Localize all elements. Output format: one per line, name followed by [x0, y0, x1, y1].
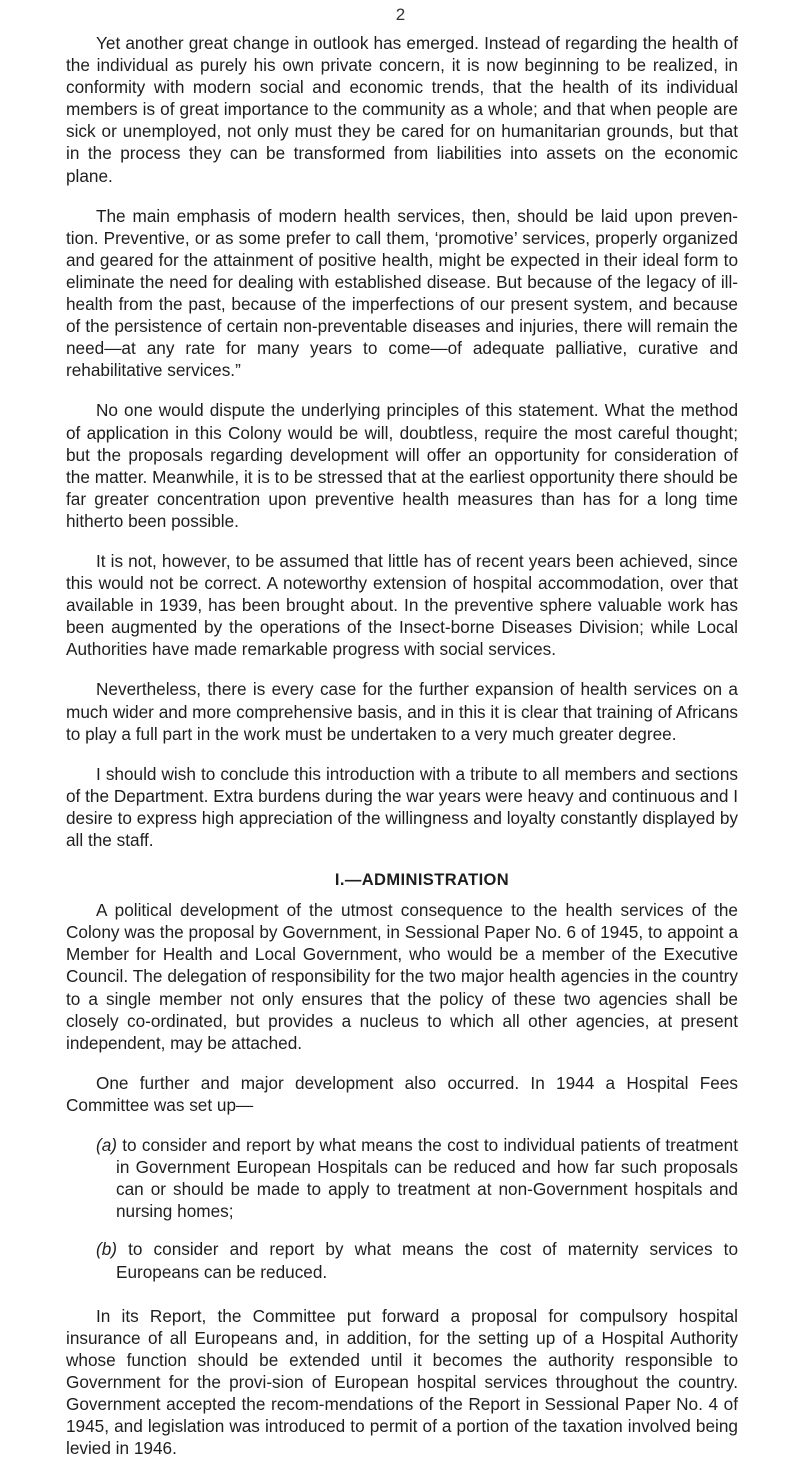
paragraph: No one would dispute the underlying principles of this statement. What the method of application in this Colony would be will, doubtless, require the most careful thought; but the proposals regarding development will offer an opportunity for consideration of the matter. Meanwhile, it is to be stressed that at the earliest opportunity there should be far greater concentration upon preventive health measures than has for a long time hitherto been possible. [66, 400, 738, 531]
list-item-text: to consider and report by what means the cost of maternity services to Europeans can be reduced. [116, 1239, 738, 1282]
paragraph: The main emphasis of modern health services, then, should be laid upon preven-tion. Preventive, or as some prefer to call them, ‘promotive’ services, properly organized and geared for the attainment of positive health, might be expected in their ideal form to eliminate the need for dealing with established disease. But because of the legacy of ill-health from the past, because of the imperfections of our present system, and because of the persistence of certain non-preventable diseases and injuries, there will remain the need—at any rate for many years to come—of adequate palliative, curative and rehabilitative services.” [66, 205, 738, 381]
paragraph: In its Report, the Committee put forward a proposal for compulsory hospital insurance of all Europeans and, in addition, for the setting up of a Hospital Authority whose function should be extended until it becomes the authority responsible to Government for the provi-sion of European hospital services throughout the country. Government accepted the recom-mendations of the Report in Sessional Paper No. 4 of 1945, and legislation was introduced to permit of a portion of the taxation involved being levied in 1946. [66, 1305, 738, 1459]
paragraph: A political development of the utmost consequence to the health services of the Colony was the proposal by Government, in Sessional Paper No. 6 of 1945, to appoint a Member for Health and Local Government, who would be a member of the Executive Council. The delegation of responsibility for the two major health agencies in the country to a single member not only ensures that the policy of these two agencies shall be closely co-ordinated, but provides a nucleus to which all other agencies, at present independent, may be attached. [66, 900, 738, 1053]
list-item [66, 1134, 738, 1222]
list-marker: (a) [96, 1135, 118, 1156]
section-heading: I.—ADMINISTRATION [334, 871, 510, 890]
list-marker: (b) [96, 1239, 118, 1260]
paragraph: It is not, however, to be assumed that little has of recent years been achieved, since this would not be correct. A noteworthy extension of hospital accommodation, over that available in 1939, has been brought about. In the preventive sphere valuable work has been augmented by the operations of the Insect-borne Diseases Division; while Local Authorities have made remarkable progress with social services. [66, 550, 738, 660]
paragraph: I should wish to conclude this introduction with a tribute to all members and sections of the Department. Extra burdens during the war years were heavy and continuous and I desire to express high appreciation of the willingness and loyalty constantly displayed by all the staff. [66, 763, 738, 850]
paragraph: One further and major development also occurred. In 1944 a Hospital Fees Committee was set up— [66, 1072, 738, 1115]
paragraph: Nevertheless, there is every case for the further expansion of health services on a much wider and more comprehensive basis, and in this it is clear that training of Africans to play a full part in the work must be undertaken to a very much greater degree. [66, 679, 738, 744]
document-body [66, 32, 738, 1477]
list-item [66, 1238, 738, 1282]
paragraph: Yet another great change in outlook has emerged. Instead of regarding the health of the individual as purely his own private concern, it is now beginning to be realized, in conformity with modern social and economic trends, that the health of its individual members is of great importance to the community as a whole; and that when people are sick or unemployed, not only must they be cared for on humanitarian grounds, but that in the process they can be transformed from liabilities into assets on the economic plane. [66, 33, 738, 186]
page-number: 2 [395, 5, 406, 24]
list-item-text: to consider and report by what means the cost to individual patients of treatment in Government European Hospitals can be reduced and how far such proposals can or should be made to apply to treatment at non-Government hospitals and nursing homes; [116, 1135, 738, 1222]
